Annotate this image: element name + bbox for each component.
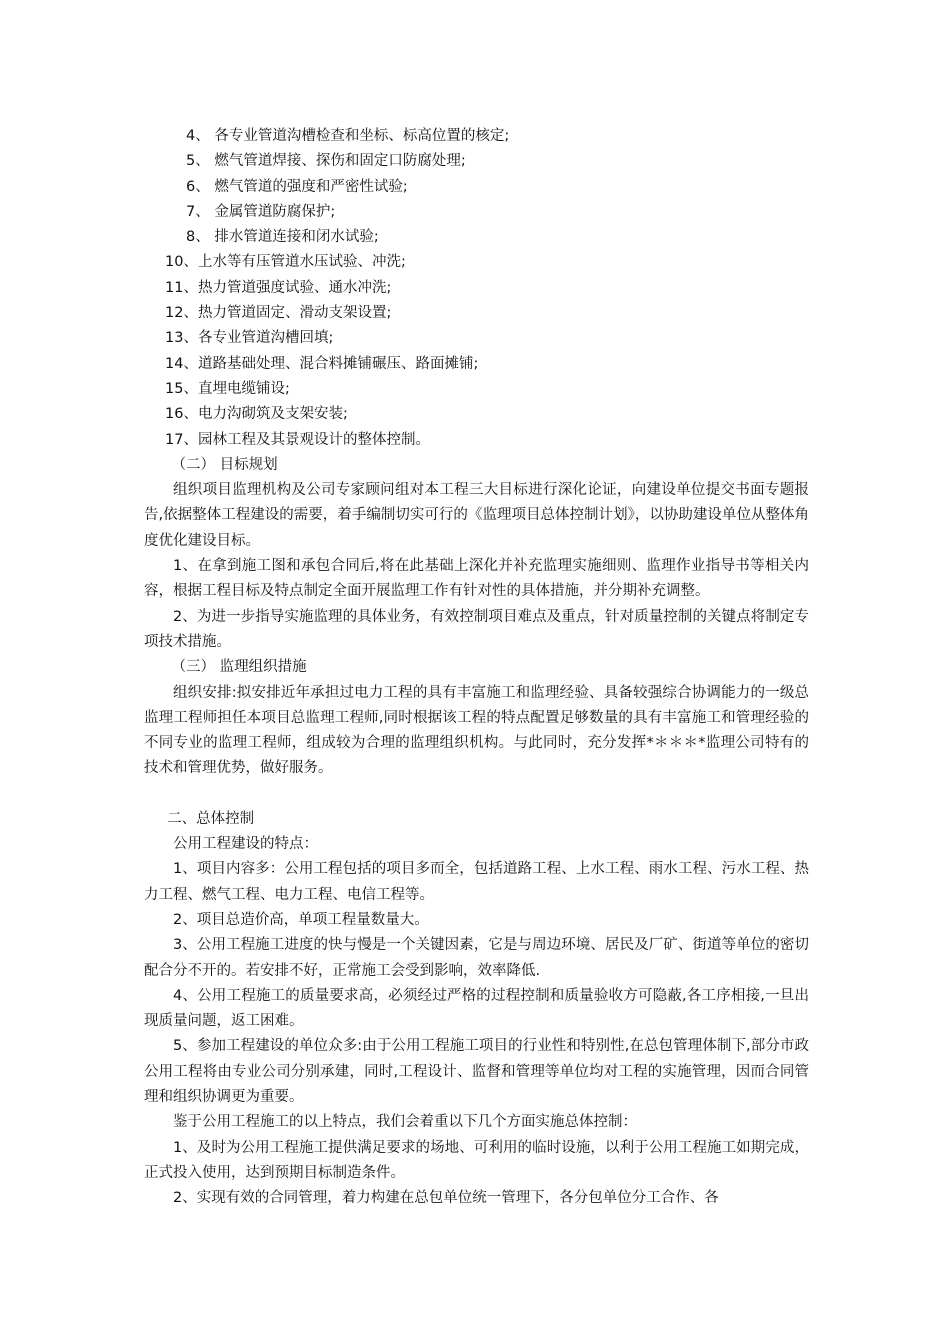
list-item: [144, 276, 809, 301]
list-item: [144, 200, 809, 225]
list-item: [144, 428, 809, 453]
paragraph: 5、参加工程建设的单位众多:由于公用工程施工项目的行业性和特别性,在总包管理体制下,部分市政公用工程将由专业公司分别承建，同时,工程设计、监督和管理等单位均对工程的实施管理，因而合同管理和组织协调更为重要。: [144, 1038, 809, 1105]
list-item: [144, 225, 809, 250]
list-item-number: 6、: [186, 178, 210, 195]
list-item-number: 16、: [165, 406, 198, 423]
paragraph: 组织安排:拟安排近年承担过电力工程的具有丰富施工和监理经验、具备较强综合协调能力的一级总监理工程师担任本项目总监理工程师,同时根据该工程的特点配置足够数量的具有丰富施工和管理经验的不同专业的监理工程师，组成较为合理的监理组织机构。与此同时，充分发挥*＊＊＊*监理公司特有的技术和管理优势，做好服务。: [144, 684, 809, 777]
list-item-number: 13、: [165, 330, 198, 347]
list-item-number: 8、: [186, 229, 210, 246]
list-item-number: 7、: [186, 203, 210, 220]
list-item-text: 金属管道防腐保护;: [209, 203, 336, 220]
list-item-number: 5、: [186, 153, 210, 170]
list-item: [144, 301, 809, 326]
paragraph: 组织项目监理机构及公司专家顾问组对本工程三大目标进行深化论证，向建设单位提交书面专题报告,依据整体工程建设的需要，着手编制切实可行的《监理项目总体控制计划》，以协助建设单位从整体角度优化建设目标。: [144, 482, 809, 549]
list-item: [144, 124, 809, 149]
paragraph: 公用工程建设的特点：: [173, 836, 318, 853]
list-item-text: 热力管道强度试验、通水冲洗;: [197, 279, 392, 296]
list-item-number: 11、: [165, 279, 198, 296]
list-item: [144, 149, 809, 174]
paragraph: 1、在拿到施工图和承包合同后,将在此基础上深化并补充监理实施细则、监理作业指导书等相关内容，根据工程目标及特点制定全面开展监理工作有针对性的具体措施，并分期补充调整。: [144, 558, 809, 600]
paragraph: 3、公用工程施工进度的快与慢是一个关键因素，它是与周边环境、居民及厂矿、街道等单位的密切配合分不开的。若安排不好，正常施工会受到影响，效率降低.: [144, 937, 809, 979]
list-item-number: 12、: [165, 305, 198, 322]
paragraph: 2、实现有效的合同管理，着力构建在总包单位统一管理下，各分包单位分工合作、各: [173, 1190, 719, 1207]
list-item-text: 燃气管道焊接、探伤和固定口防腐处理;: [209, 153, 466, 170]
paragraph: 鉴于公用工程施工的以上特点，我们会着重以下几个方面实施总体控制：: [173, 1114, 637, 1131]
list-item-text: 燃气管道的强度和严密性试验;: [209, 178, 408, 195]
list-item: [144, 402, 809, 427]
organization-measures-heading: （三） 监理组织措施: [171, 659, 307, 676]
list-item-number: 4、: [186, 128, 210, 144]
list-item-text: 上水等有压管道水压试验、冲洗;: [197, 254, 406, 271]
list-item: [144, 326, 809, 351]
paragraph: 1、项目内容多：公用工程包括的项目多而全，包括道路工程、上水工程、雨水工程、污水工程、热力工程、燃气工程、电力工程、电信工程等。: [144, 861, 809, 903]
blank-line: [144, 782, 809, 807]
list-item-number: 14、: [165, 355, 198, 372]
list-item: [144, 175, 809, 200]
target-planning-heading: （二） 目标规划: [171, 456, 278, 473]
paragraph: 2、项目总造价高，单项工程量数量大。: [173, 911, 429, 928]
inspection-item-list: [144, 124, 809, 453]
list-item-text: 园林工程及其景观设计的整体控制。: [197, 431, 430, 448]
list-item: [144, 377, 809, 402]
list-item-text: 直埋电缆铺设;: [197, 380, 290, 397]
paragraph: 4、公用工程施工的质量要求高，必须经过严格的过程控制和质量验收方可隐蔽,各工序相接,一旦出现质量问题，返工困难。: [144, 987, 809, 1030]
list-item: [144, 352, 809, 377]
list-item-text: 各专业管道沟槽回填;: [197, 330, 334, 347]
list-item-text: 电力沟砌筑及支架安装;: [197, 406, 348, 423]
document-page: [144, 124, 809, 1211]
list-item-number: 15、: [165, 380, 198, 397]
list-item-number: 10、: [165, 254, 198, 271]
paragraph: 2、为进一步指导实施监理的具体业务，有效控制项目难点及重点，针对质量控制的关键点将制定专项技术措施。: [144, 608, 809, 650]
paragraph: 1、及时为公用工程施工提供满足要求的场地、可利用的临时设施，以利于公用工程施工如期完成，正式投入使用，达到预期目标制造条件。: [144, 1139, 809, 1181]
list-item-text: 各专业管道沟槽检查和坐标、标高位置的核定;: [209, 128, 510, 144]
list-item-text: 道路基础处理、混合料摊铺碾压、路面摊铺;: [197, 355, 479, 372]
list-item-text: 排水管道连接和闭水试验;: [209, 229, 379, 246]
list-item: [144, 250, 809, 275]
list-item-number: 17、: [165, 431, 198, 448]
overall-control-heading: 二、总体控制: [167, 810, 255, 827]
list-item-text: 热力管道固定、滑动支架设置;: [197, 305, 392, 322]
